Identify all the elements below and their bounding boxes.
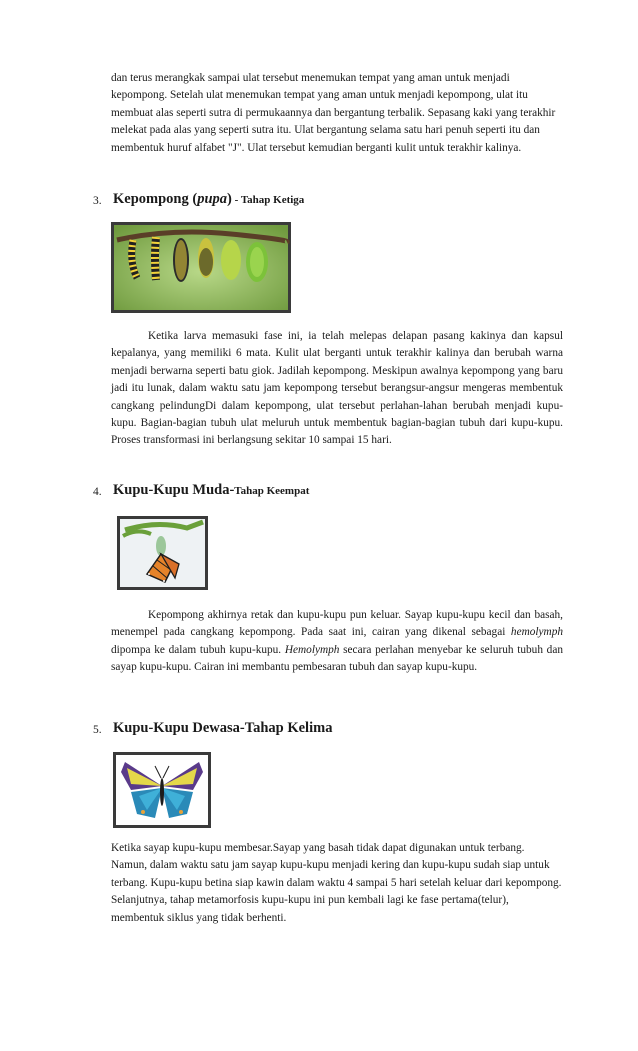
- list-number-5: 5.: [93, 724, 102, 736]
- intro-paragraph: dan terus merangkak sampai ulat tersebut menemukan tempat yang aman untuk menjadi kepompong. Setelah ulat menemukan tempat yang aman untuk menjadi kepompong, ulat itu membuat alas seperti sutra di permukaannya dan bergantung terbalik. Sepasang kaki yang terakhir melekat pada alas yang seperti sutra itu. Ulat bergantung selama satu hari penuh seperti itu dan membentuk huruf alfabet "J". Ulat tersebut kemudian berganti kulit untuk terakhir kalinya.: [111, 72, 556, 154]
- section-heading-kupu-dewasa: [113, 719, 332, 737]
- list-number-4: 4.: [93, 486, 102, 498]
- section-heading-kupu-muda: [113, 481, 309, 499]
- text-part: Kepompong akhirnya retak dan kupu-kupu pun keluar. Sayap kupu-kupu kecil dan basah, menempel pada cangkang kepompong. Pada saat ini, cairan yang dikenal sebagai: [111, 609, 563, 639]
- section-4-paragraph: [111, 607, 563, 677]
- list-number-3: 3.: [93, 195, 102, 207]
- pupa-stages-photo: [111, 222, 291, 313]
- heading-text: Kupu-Kupu Dewasa-Tahap Kelima: [113, 720, 333, 736]
- text-part: dipompa ke dalam tubuh kupu-kupu.: [111, 643, 285, 656]
- paragraph-text: Ketika larva memasuki fase ini, ia telah melepas delapan pasang kakinya dan kapsul kepalanya, yang memiliki 6 mata. Kulit ulat berganti untuk terakhir kalinya dan berubah warna menjadi berwarna seperti batu giok. Jadilah kepompong. Meskipun awalnya kepompong yang baru jadi itu lunak, dalam waktu satu jam kepompong tersebut berangsur-angsur mengeras membentuk cangkang pelindungDi dalam kepompong, ulat tersebut perlahan-lahan berubah menjadi kupu-kupu. Bagian-bagian tubuh ulat meluruh untuk membentuk bagian-bagian tubuh dari kupu-kupu. Proses transformasi ini berlangsung sekitar 10 sampai 15 hari.: [111, 330, 563, 447]
- heading-subtitle: Tahap Keempat: [234, 485, 310, 497]
- heading-italic: pupa: [197, 191, 228, 207]
- young-butterfly-photo: [117, 516, 208, 590]
- heading-text-end: ): [227, 191, 232, 207]
- italic-term: Hemolymph: [284, 643, 340, 656]
- section-heading-kepompong: [113, 190, 304, 208]
- paragraph-text: [111, 607, 563, 677]
- heading-subtitle: - Tahap Ketiga: [231, 194, 305, 206]
- italic-term: hemolymph: [510, 626, 563, 639]
- heading-text: Kupu-Kupu Muda-: [113, 482, 235, 498]
- adult-butterfly-photo: [113, 752, 211, 828]
- text-part: secara perlahan menyebar ke seluruh tubuh dan sayap kupu-kupu. Cairan ini membantu pembesaran tubuh dan sayap kupu-kupu.: [111, 643, 563, 674]
- heading-text: Kepompong (: [113, 191, 198, 207]
- section-5-paragraph: Ketika sayap kupu-kupu membesar.Sayap yang basah tidak dapat digunakan untuk terbang. Namun, dalam waktu satu jam sayap kupu-kupu menjadi kering dan kupu-kupu sudah siap untuk terbang. Kupu-kupu betina siap kawin dalam waktu 4 sampai 5 hari setelah keluar dari kepompong. Selanjutnya, tahap metamorfosis kupu-kupu ini pun kembali lagi ke fase pertama(telur), membentuk siklus yang tidak berhenti.: [111, 842, 562, 924]
- section-3-paragraph: [111, 328, 563, 450]
